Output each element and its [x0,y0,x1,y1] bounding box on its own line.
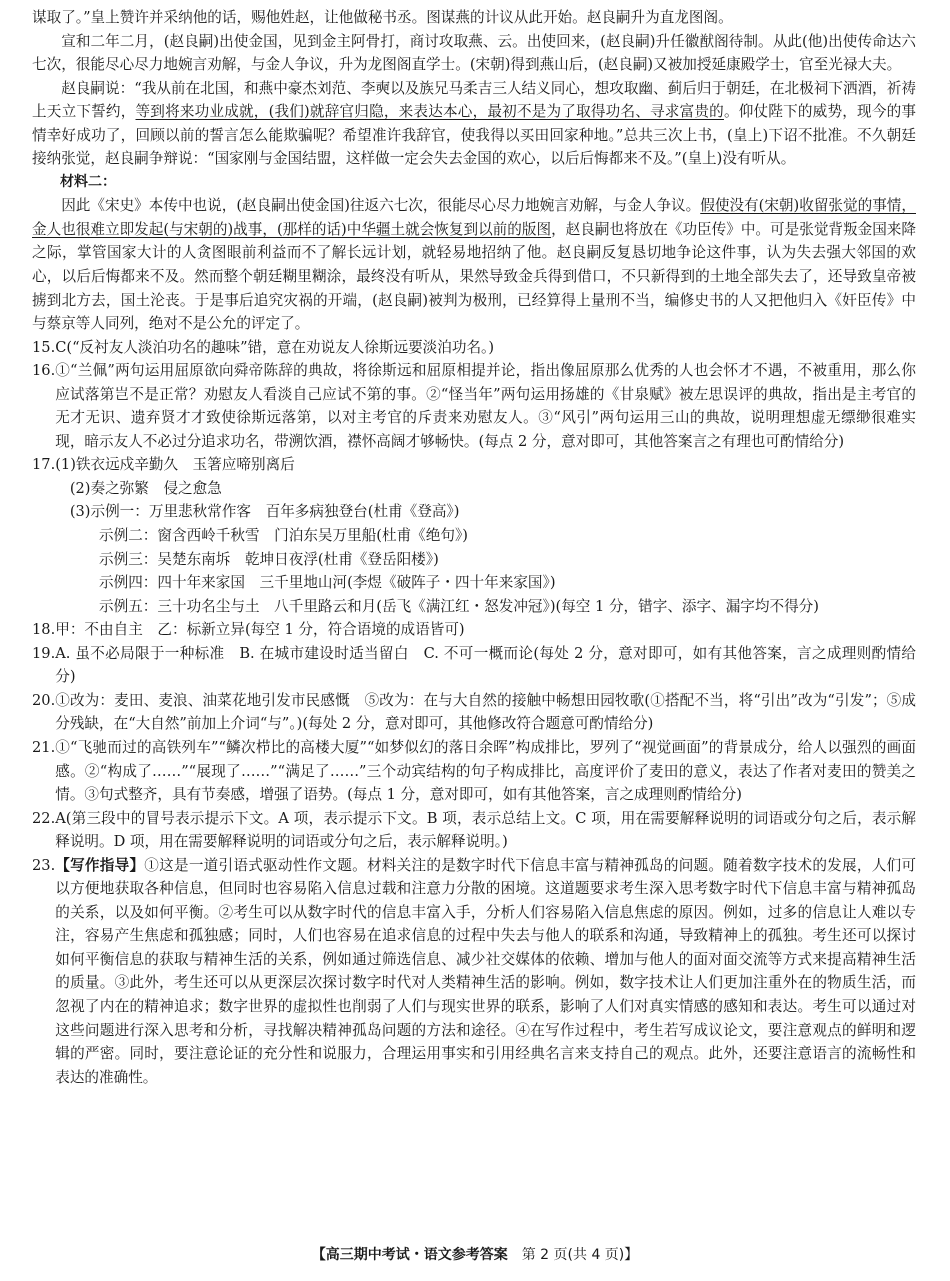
text-span: 。仰仗陛下的威势，现今的事情幸好成功了，回顾以前的誓言怎么能欺骗呢？希望准许我辞官，使我得以买田回家种地。”总共三次上书，(皇上)下诏不批准。不久朝廷接纳张觉，赵良嗣争辩说：“国家刚与金国结盟，这样做一定会失去金国的欢心，以后后悔都来不及。”(皇上)没有听从。 [32,103,916,168]
answer-15 [32,336,916,360]
answer-text: C(“反衬友人淡泊功名的趣味”错，意在劝说友人徐斯远要淡泊功名。) [55,338,495,356]
translation-paragraph: 谋取了。”皇上赞许并采纳他的话，赐他姓赵，让他做秘书丞。图谋燕的计议从此开始。赵良嗣升为直龙图阁。 [32,9,733,26]
page-footer [0,1244,950,1264]
answer-text: ①这是一道引语式驱动性作文题。材料关注的是数字时代下信息丰富与精神孤岛的问题。随着数字技术的发展，人们可以方便地获取各种信息，但同时也容易陷入信息过载和注意力分散的困境。这道题要求考生深入思考数字时代下信息丰富与精神孤岛的关系，以及如何平衡。②考生可以从数字时代的信息丰富入手，分析人们容易陷入信息焦虑的原因。例如，过多的信息让人难以专注，容易产生焦虑和孤独感；同时，人们也容易在追求信息的过程中失去与他人的联系和沟通，导致精神上的孤独。考生还可以探讨如何平衡信息的获取与精神生活的关系，例如通过筛选信息、减少社交媒体的依赖、增加与他人的面对面交流等方式来提高精神生活的质量。③此外，考生还可以从更深层次探讨数字时代对人类精神生活的影响。例如，数字技术让人们更加注重外在的物质生活，而忽视了内在的精神追求；数字世界的虚拟性也削弱了人们与现实世界的联系，影响了人们对真实情感的感知和表达。考生可以通过对这些问题进行深入思考和分析，寻找解决精神孤岛问题的方法和途径。④在写作过程中，考生若写成议论文，要注意观点的鲜明和逻辑的严密。同时，要注意论证的充分性和说服力，合理运用事实和引用经典名言来支持自己的观点。此外，还要注意语言的流畅性和表达的准确性。 [55,856,916,1086]
answer-body [55,453,916,618]
translation-paragraph [32,77,916,171]
answer-17 [32,453,916,618]
question-number: 16. [32,362,56,380]
answer-line: (1)铁衣远戍辛勤久 玉箸应啼别离后 [55,456,295,474]
answer-line: (3)示例一：万里悲秋常作客 百年多病独登台(杜甫《登高》) [69,503,460,521]
answer-text: ①“兰佩”两句运用屈原欲向舜帝陈辞的典故，将徐斯远和屈原相提并论，指出像屈原那么优秀的人也会怀才不遇，不被重用，那么你应试落第岂不是正常？劝慰友人看淡自己应试不第的事。②“怪当年”两句运用扬雄的《甘泉赋》被左思误评的典故，指出是主考官的无才无识、遗弃贤才才致使徐斯远落第，以对主考官的斥责来劝慰友人。③“风引”两句运用三山的典故，说明理想虚无缥缈很难实现，暗示友人不必过分追求功名，带溯饮酒，襟怀高阔才够畅快。(每点 2 分，意对即可，其他答案言之有理也可酌情给分) [55,362,916,450]
text-span: 因此《宋史》本传中也说，(赵良嗣出使金国)往返六七次，很能尽心尽力地婉言劝解，与金人争议。 [61,197,701,215]
answer-21 [32,736,916,807]
underlined-sentence: 假使没有(宋朝)收留张觉的事情，金人也很难立即发起(与宋朝的)战事，(那样的话)中华疆土就会恢复到以前的版图 [32,197,916,238]
answer-19 [32,642,916,689]
answer-line: 示例二：窗含西岭千秋雪 门泊东吴万里船(杜甫《绝句》) [99,527,468,545]
answer-text: A. 虽不必局限于一种标准 B. 在城市建设时适当留白 C. 不可一概而论(每处 2 分，意对即可，如有其他答案，言之成理则酌情给分) [55,644,916,686]
text-span: 赵良嗣说：“我从前在北国，和燕中豪杰刘范、李奭以及族兄马柔吉三人结义同心，想攻取幽、蓟后归于朝廷，在北极祠下洒酒，祈祷上天立下誓约， [32,79,916,121]
answer-text: ①“飞驰而过的高铁列车”“鳞次栉比的高楼大厦”“如梦似幻的落日余晖”构成排比，罗列了“视觉画面”的背景成分，给人以强烈的画面感。②“构成了……”“展现了……”“满足了……”三个动宾结构的句子构成排比，高度评价了麦田的意义，表达了作者对麦田的赞美之情。③句式整齐，具有节奏感，增强了语势。(每点 1 分，意对即可，如有其他答案，言之成理则酌情给分) [55,738,916,804]
question-number: 23. [32,856,56,874]
question-number: 17. [32,456,56,474]
answer-16 [32,359,916,453]
answer-text: 甲：不由自主 乙：标新立异(每空 1 分，符合语境的成语皆可) [55,621,465,639]
text-span: ，赵良嗣也将放在《功臣传》中。可是张觉背叛金国来降之际，掌管国家大计的人贪图眼前利益而不了解长远计划，就轻易地招纳了他。赵良嗣反复恳切地争论这件事，认为失去强大邻国的欢心，以后后悔都来不及。然而整个朝廷糊里糊涂，最终没有听从，果然导致金兵得到借口，不只新得到的土地全部失去了，还导致皇帝被掳到北方去，国土沦丧。于是事后追究灾祸的开端，(赵良嗣)被判为极刑，已经算得上量刑不当，编修史书的人又把他归入《奸臣传》中与蔡京等人同列，绝对不是公允的评定了。 [32,220,916,333]
footer-page-number: 第 2 页(共 4 页)】 [521,1247,639,1263]
answer-text: ①改为：麦田、麦浪、油菜花地引发市民感慨 ⑤改为：在与大自然的接触中畅想田园牧歌(①搭配不当，将“引出”改为“引发”；⑤成分残缺，在“大自然”前加上介词“与”。)(每处 2 分，意对即可，其他修改符合题意可酌情给分) [55,691,916,733]
answer-20 [32,689,916,736]
answer-23 [32,854,916,1089]
page-content [32,6,916,1089]
question-number: 22. [32,809,56,827]
writing-guide-label: 【写作指导】 [55,856,145,874]
question-number: 20. [32,691,56,709]
answer-text: A(第三段中的冒号表示提示下文。A 项，表示提示下文。B 项，表示总结上文。C 项，用在需要解释说明的词语或分句之后，表示解释说明。D 项，用在需要解释说明的词语或分句之后，表示解释说明。) [55,809,916,851]
answer-body [55,854,916,1089]
question-number: 21. [32,738,56,756]
underlined-sentence: 等到将来功业成就，(我们)就辞官归隐，来表达本心，最初不是为了取得功名、寻求富贵的 [135,103,724,121]
question-number: 19. [32,644,56,662]
answer-line: 示例三：吴楚东南坼 乾坤日夜浮(杜甫《登岳阳楼》) [99,550,439,568]
answer-line: 示例四：四十年来家国 三千里地山河(李煜《破阵子・四十年来家国》) [99,574,556,592]
question-number: 15. [32,338,56,356]
answer-line: 示例五：三十功名尘与土 八千里路云和月(岳飞《满江红・怒发冲冠》)(每空 1 分，错字、添字、漏字均不得分) [99,597,819,615]
footer-spacer [508,1247,522,1263]
material-two-heading: 材料二： [60,173,116,190]
question-number: 18. [32,621,56,639]
translation-paragraph [32,194,916,335]
answer-22 [32,807,916,854]
answer-18 [32,618,916,642]
footer-title: 【高三期中考试・语文参考答案 [311,1247,508,1263]
answer-line: (2)奏之弥繁 侵之愈急 [69,479,222,497]
translation-paragraph: 宣和二年二月，(赵良嗣)出使金国，见到金主阿骨打，商讨攻取燕、云。出使回来，(赵良嗣)升任徽猷阁待制。从此(他)出使传命达六七次，很能尽心尽力地婉言劝解，与金人争议，升为龙图阁直学士。(宋朝)得到燕山后，(赵良嗣)又被加授延康殿学士，官至光禄大夫。 [32,32,916,74]
